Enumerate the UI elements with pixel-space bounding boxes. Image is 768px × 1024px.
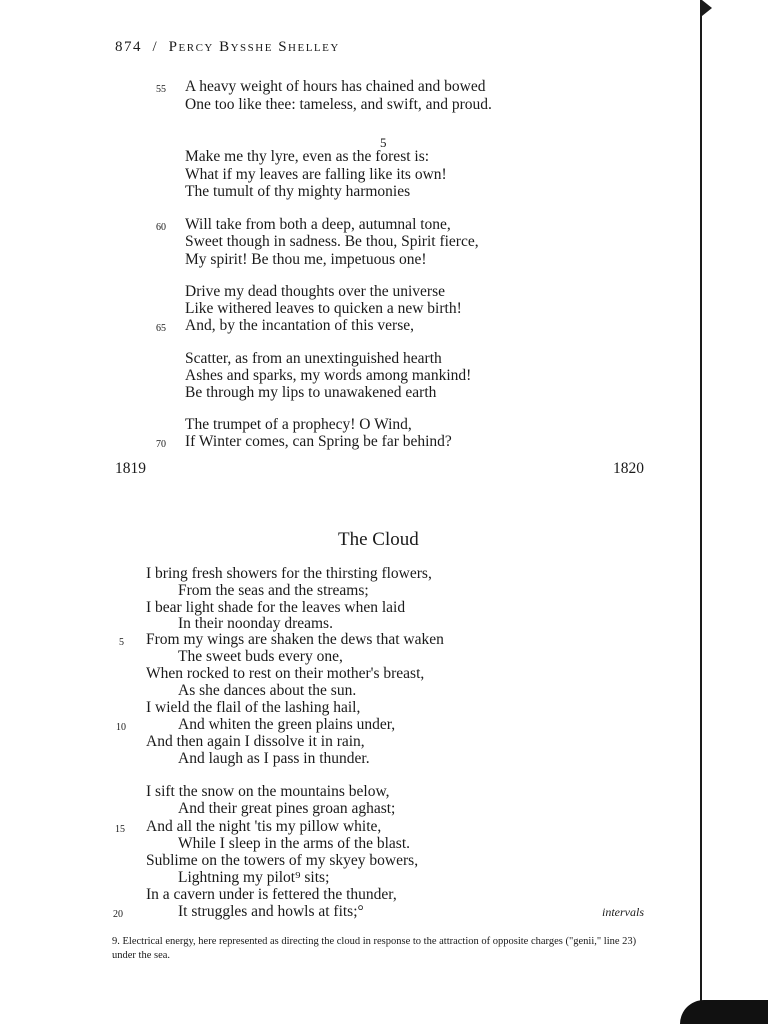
verse-line: When rocked to rest on their mother's breast, [146,665,425,682]
verse-line: A heavy weight of hours has chained and bowed [185,78,486,95]
verse-line: My spirit! Be thou me, impetuous one! [185,251,427,268]
verse-line: The tumult of thy mighty harmonies [185,183,411,200]
line-number: 65 [156,323,166,334]
verse-line: What if my leaves are falling like its own! [185,166,447,183]
line-number: 10 [116,722,126,733]
verse-line: Ashes and sparks, my words among mankind! [185,367,472,384]
margin-gloss: intervals [602,905,644,919]
page-edge-notch [702,0,712,16]
line-number: 20 [113,909,123,920]
line-number: 55 [156,84,166,95]
line-number: 5 [119,637,124,648]
line-number: 15 [115,824,125,835]
verse-line: The trumpet of a prophecy! O Wind, [185,416,412,433]
verse-line: Like withered leaves to quicken a new birth! [185,300,462,317]
verse-line: In a cavern under is fettered the thunder, [146,886,397,903]
header-separator: / [152,39,159,55]
running-header [115,39,340,56]
verse-line: I bring fresh showers for the thirsting flowers, [146,565,432,582]
verse-line: From my wings are shaken the dews that waken [146,631,444,648]
verse-line: And, by the incantation of this verse, [185,317,415,334]
verse-line: Sweet though in sadness. Be thou, Spirit fierce, [185,233,479,250]
verse-line: In their noonday dreams. [178,615,333,632]
verse-line: Make me thy lyre, even as the forest is: [185,148,430,165]
line-number: 70 [156,439,166,450]
poem-title: The Cloud [338,529,419,550]
verse-line: And whiten the green plains under, [178,716,396,733]
verse-line: I wield the flail of the lashing hail, [146,699,361,716]
verse-line: Drive my dead thoughts over the universe [185,283,445,300]
author-name: Percy Bysshe Shelley [168,39,340,55]
verse-line: Sublime on the towers of my skyey bowers, [146,852,419,869]
verse-line: I bear light shade for the leaves when laid [146,599,406,616]
page-number: 874 [115,39,142,55]
verse-line: From the seas and the streams; [178,582,369,599]
verse-line: One too like thee: tameless, and swift, and proud. [185,96,492,113]
verse-line: I sift the snow on the mountains below, [146,783,390,800]
page-edge-line [700,0,702,1010]
line-number: 60 [156,222,166,233]
date-composed: 1819 [115,460,146,477]
date-published: 1820 [613,460,644,477]
verse-line: And laugh as I pass in thunder. [178,750,370,767]
verse-line: And then again I dissolve it in rain, [146,733,365,750]
verse-line: As she dances about the sun. [178,682,357,699]
verse-line: And their great pines groan aghast; [178,800,396,817]
book-spine-shadow [680,1000,768,1024]
verse-line: The sweet buds every one, [178,648,343,665]
verse-line: It struggles and howls at fits;° [178,903,364,920]
verse-line: And all the night 'tis my pillow white, [146,818,382,835]
verse-line: Scatter, as from an unextinguished hearth [185,350,442,367]
section-number: 5 [380,135,387,150]
verse-line: Will take from both a deep, autumnal tone, [185,216,451,233]
verse-line: Lightning my pilot⁹ sits; [178,869,330,886]
footnote: 9. Electrical energy, here represented as directing the cloud in response to the attraction of opposite charges ("genii," line 23) under the sea. [112,936,637,961]
verse-line: Be through my lips to unawakened earth [185,384,437,401]
verse-line: If Winter comes, can Spring be far behind? [185,433,452,450]
verse-line: While I sleep in the arms of the blast. [178,835,411,852]
